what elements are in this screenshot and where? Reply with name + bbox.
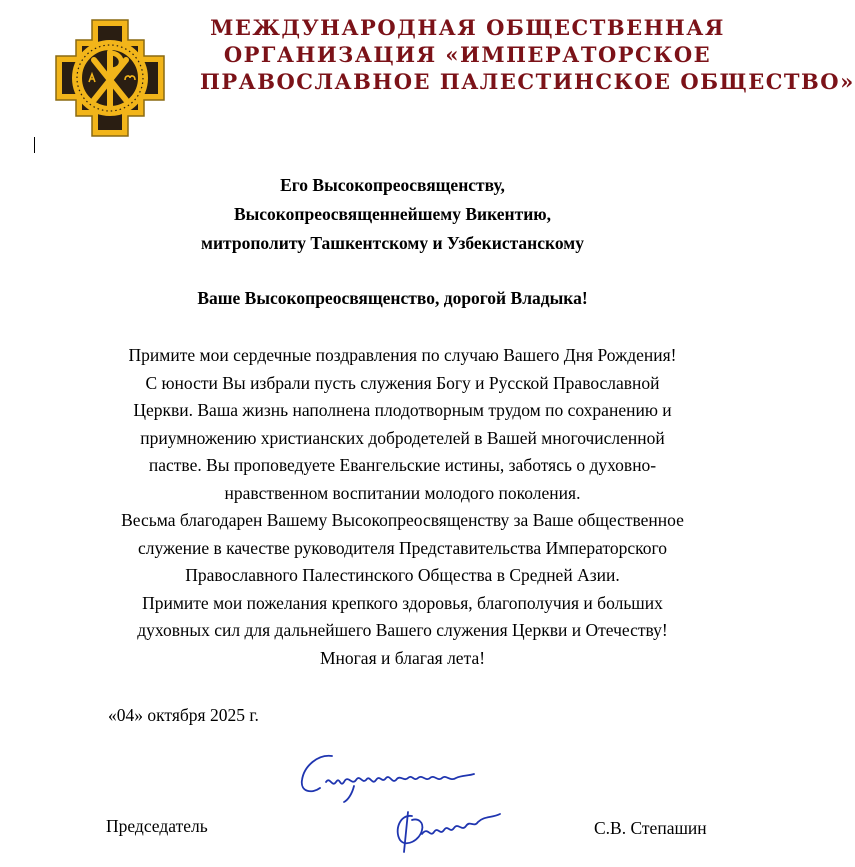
body-line: Весьма благодарен Вашему Высокопреосвященству за Ваше общественное [121, 510, 684, 530]
text-cursor [34, 137, 35, 153]
body-line: Церкви. Ваша жизнь наполнена плодотворным трудом по сохранению и [133, 400, 672, 420]
body-line: Многая и благая лета! [319, 647, 486, 668]
salutation: Ваше Высокопреосвященство, дорогой Владыка! [197, 288, 588, 308]
body-line: пастве. Вы проповедуете Евангельские истины, заботясь о духовно- [148, 455, 657, 475]
signer-position: Председатель [106, 816, 208, 836]
body-line: нравственном воспитании молодого поколения. [224, 482, 581, 503]
body-line: духовных сил для дальнейшего Вашего служения Церкви и Отечеству! [137, 620, 668, 640]
letterhead [0, 0, 855, 150]
body-line: служение в качестве руководителя Представительства Императорского [137, 537, 668, 558]
body-line: Православного Палестинского Общества в Средней Азии. [185, 565, 620, 585]
handwritten-signature [296, 752, 516, 862]
letter-date: «04» октября 2025 г. [108, 705, 259, 725]
addressee-block [0, 171, 785, 258]
addressee-line: митрополиту Ташкентскому и Узбекистанскому [201, 233, 584, 253]
body-line: Примите мои пожелания крепкого здоровья, благополучия и больших [142, 592, 663, 613]
letter-body [40, 342, 765, 672]
society-emblem-icon [54, 18, 166, 138]
addressee-line: Его Высокопреосвященству, [280, 175, 505, 195]
body-line: Примите мои сердечные поздравления по случаю Вашего Дня Рождения! [128, 345, 677, 365]
body-line: приумножению христианских добродетелей в Вашей многочисленной [140, 427, 665, 448]
organization-title-line: ОРГАНИЗАЦИЯ «ИМПЕРАТОРСКОЕ [223, 42, 712, 67]
body-line: С юности Вы избрали пусть служения Богу и Русской Православной [145, 372, 660, 393]
organization-title-line: МЕЖДУНАРОДНАЯ ОБЩЕСТВЕННАЯ [210, 15, 725, 40]
organization-title-line: ПРАВОСЛАВНОЕ ПАЛЕСТИНСКОЕ ОБЩЕСТВО» [200, 69, 855, 94]
addressee-line: Высокопреосвященнейшему Викентию, [233, 204, 552, 224]
signer-name: С.В. Степашин [594, 818, 707, 838]
organization-title [200, 14, 855, 95]
